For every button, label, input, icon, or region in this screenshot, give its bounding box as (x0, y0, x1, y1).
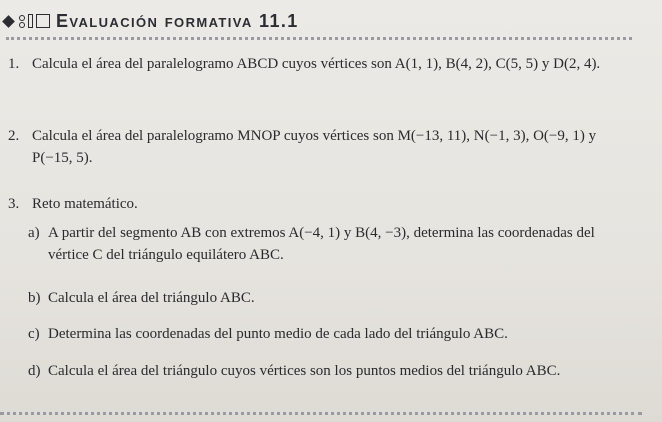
question-3a (28, 222, 595, 266)
question-1 (8, 53, 600, 75)
question-text-line2: P(−15, 5). (32, 150, 93, 166)
circles-icon (19, 14, 25, 28)
top-divider (6, 37, 632, 40)
question-3c (28, 323, 508, 345)
part-text-line2: vértice C del triángulo equilátero ABC. (48, 247, 284, 263)
question-3 (8, 193, 138, 215)
part-letter: b) (28, 290, 41, 306)
part-letter: c) (28, 326, 40, 342)
part-text: Calcula el área del triángulo ABC. (48, 290, 255, 306)
part-letter: d) (28, 363, 41, 379)
part-text: Determina las coordenadas del punto medio de cada lado del triángulo ABC. (48, 326, 508, 342)
question-text: Reto matemático. (32, 196, 138, 212)
part-text-line1: A partir del segmento AB con extremos A(−4, 1) y B(4, −3), determina las coordenadas del (48, 225, 595, 241)
bar-icon (28, 14, 33, 28)
diamond-icon (2, 15, 15, 28)
bottom-divider (0, 412, 642, 415)
section-header (0, 8, 662, 34)
square-icon (36, 14, 50, 28)
question-number: 3. (8, 196, 20, 212)
part-letter: a) (28, 225, 40, 241)
part-text: Calcula el área del triángulo cuyos vértices son los puntos medios del triángulo ABC. (48, 363, 561, 379)
question-text: Calcula el área del paralelogramo ABCD cuyos vértices son A(1, 1), B(4, 2), C(5, 5) y D(2, 4). (32, 56, 601, 72)
question-number: 1. (8, 56, 20, 72)
question-3d (28, 360, 560, 382)
page-title: Evaluación formativa 11.1 (56, 10, 299, 31)
question-text-line1: Calcula el área del paralelogramo MNOP cuyos vértices son M(−13, 11), N(−1, 3), O(−9, 1) y (32, 128, 597, 144)
header-icons (2, 14, 56, 28)
question-2 (8, 125, 596, 169)
question-3b (28, 287, 255, 309)
question-number: 2. (8, 128, 20, 144)
